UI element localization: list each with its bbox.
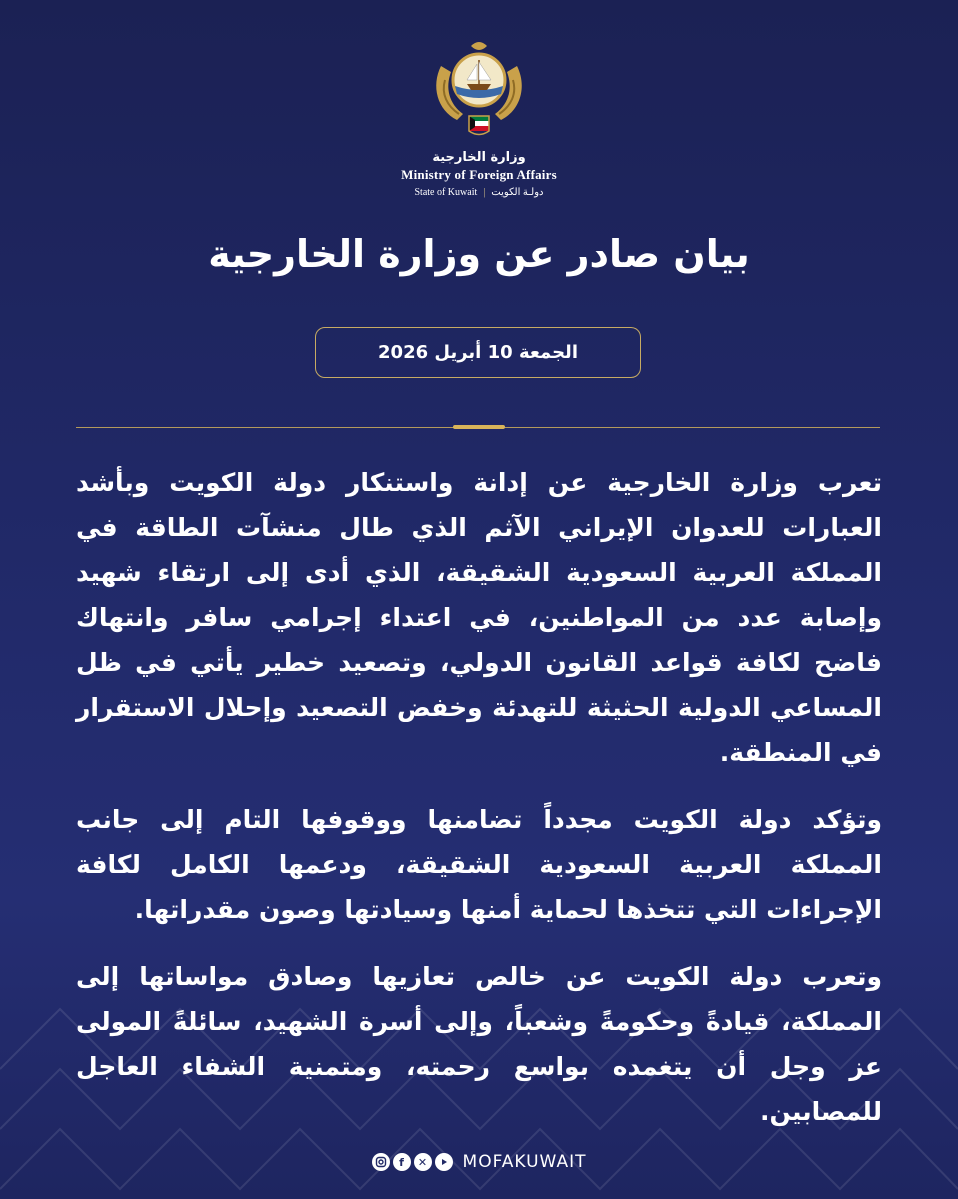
ministry-name-english: Ministry of Foreign Affairs: [401, 167, 557, 182]
statement-body: [76, 460, 882, 1156]
divider-accent: [453, 425, 505, 429]
date-badge: [315, 327, 641, 378]
footer: [0, 1152, 958, 1172]
ministry-name-arabic: وزارة الخارجية: [432, 150, 526, 165]
date-text: الجمعة 10 أبريل 2026: [378, 342, 578, 363]
facebook-icon[interactable]: f: [393, 1153, 411, 1171]
kuwait-emblem-icon: [431, 36, 527, 140]
state-name-english: State of Kuwait: [414, 187, 478, 198]
instagram-icon[interactable]: [372, 1153, 390, 1171]
social-icons: [372, 1153, 453, 1171]
page-title: بيان صادر عن وزارة الخارجية: [208, 232, 750, 276]
statement-paragraph-3: وتعرب دولة الكويت عن خالص تعازيها وصادق مواساتها إلى المملكة، قيادةً وحكومةً وشعباً، وإلى أسرة الشهيد، سائلةً المولى عز وجل أن يتغمده بواسع رحمته، ومتمنية الشفاء العاجل للمصابين.: [76, 962, 882, 1126]
state-line: [0, 187, 958, 198]
statement-paragraph-2: وتؤكد دولة الكويت مجدداً تضامنها ووقوفها التام إلى جانب المملكة العربية السعودية الشقيقة، ودعمها الكامل لكافة الإجراءات التي تتخذها لحماية أمنها وسيادتها وصون مقدراتها.: [76, 805, 882, 924]
header: [0, 36, 958, 198]
social-handle[interactable]: MOFAKUWAIT: [462, 1152, 587, 1172]
youtube-icon[interactable]: [435, 1153, 453, 1171]
state-separator: |: [483, 187, 486, 198]
state-name-arabic: دولـة الكويت: [491, 187, 544, 198]
x-icon[interactable]: ✕: [414, 1153, 432, 1171]
statement-paragraph-1: تعرب وزارة الخارجية عن إدانة واستنكار دولة الكويت وبأشد العبارات للعدوان الإيراني الآثم الذي طال منشآت الطاقة في المملكة العربية السعودية الشقيقة، الذي أدى إلى ارتقاء شهيد وإصابة عدد من المواطنين، في اعتداء إجرامي سافر وانتهاك فاضح لكافة قواعد القانون الدولي، وتصعيد خطير يأتي في ظل المساعي الدولية الحثيثة للتهدئة وخفض التصعيد وإحلال الاستقرار في المنطقة.: [76, 468, 882, 767]
